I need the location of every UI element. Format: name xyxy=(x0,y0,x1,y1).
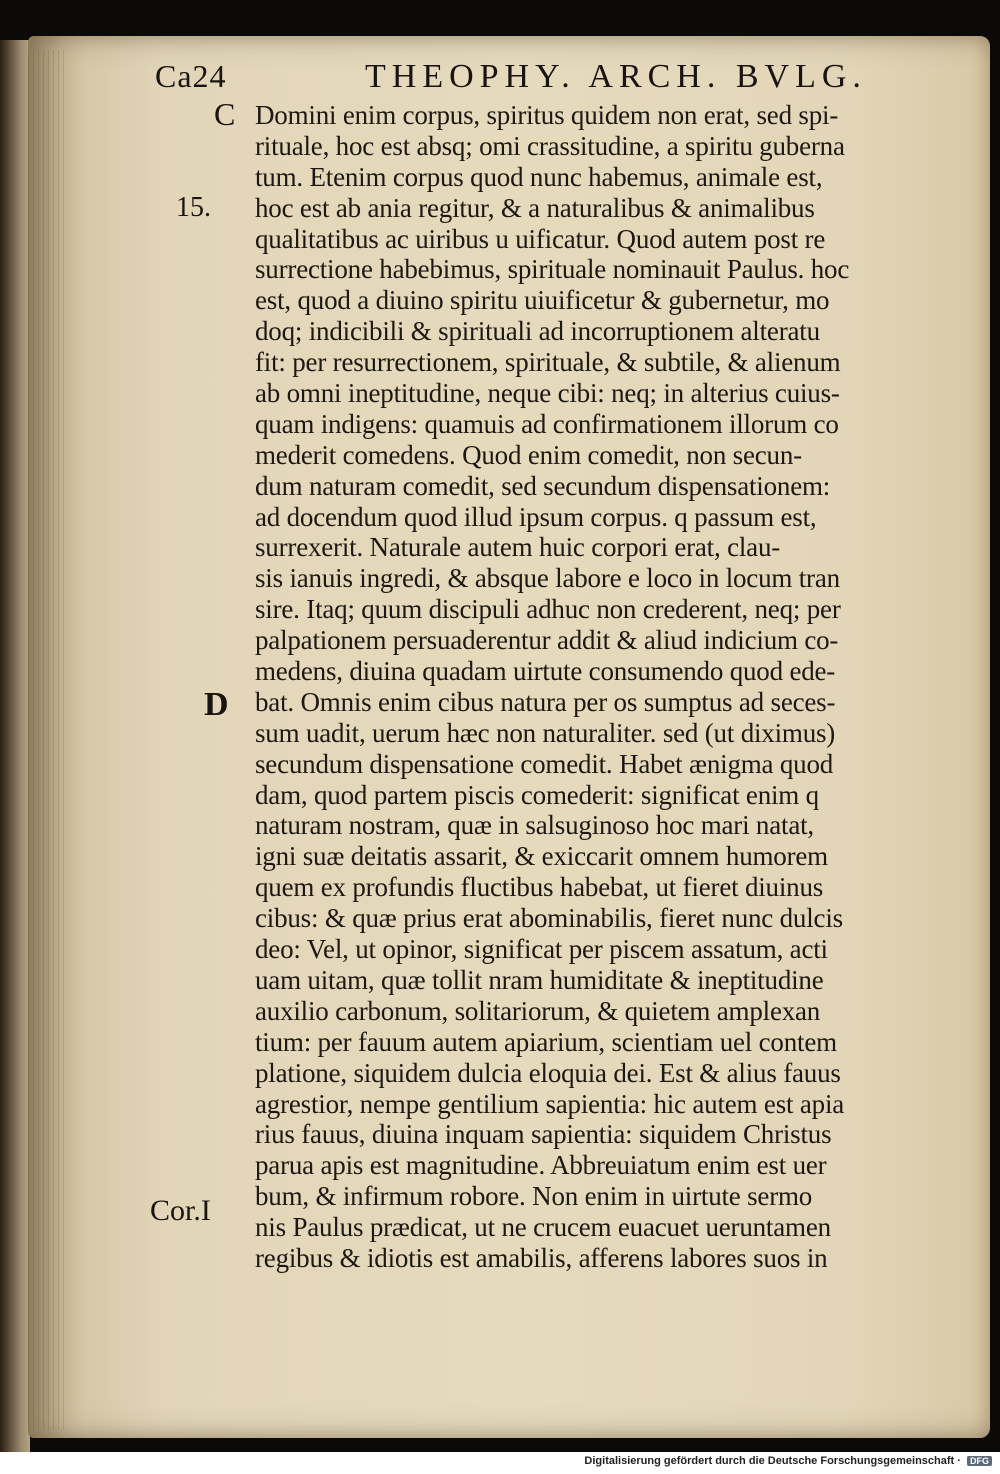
book-spine-edge xyxy=(0,40,30,1460)
margin-reference-cor: Cor.I xyxy=(150,1194,211,1227)
text-line: naturam nostram, quæ in salsuginoso hoc mari natat, xyxy=(255,810,814,841)
text-line: palpationem persuaderentur addit & aliud indicium co- xyxy=(255,625,839,656)
text-line: ad docendum quod illud ipsum corpus. q passum est, xyxy=(255,501,817,532)
text-line: quam indigens: quamuis ad confirmationem illorum co xyxy=(255,408,839,439)
text-line: qualitatibus ac uiribus u uificatur. Quod autem post re xyxy=(255,223,826,254)
text-line: rius fauus, diuina inquam sapientia: siquidem Christus xyxy=(255,1119,832,1150)
text-line: dum naturam comedit, sed secundum dispensationem: xyxy=(255,470,831,501)
text-line: bum, & infirmum robore. Non enim in uirtute sermo xyxy=(255,1181,813,1212)
text-line: quem ex profundis fluctibus habebat, ut fieret diuinus xyxy=(255,872,824,903)
running-head: THEOPHY. ARCH. BVLG. xyxy=(365,58,867,95)
text-line: platione, siquidem dulcia eloquia dei. Est & alius fauus xyxy=(255,1057,841,1088)
text-line: agrestior, nempe gentilium sapientia: hic autem est apia xyxy=(255,1088,845,1119)
text-line: est, quod a diuino spiritu uiuificetur & gubernetur, mo xyxy=(255,285,830,316)
text-line: sire. Itaq; quum discipuli adhuc non crederent, neq; per xyxy=(255,594,841,625)
text-line: ab omni ineptitudine, neque cibi: neq; in alterius cuius- xyxy=(255,378,840,409)
dfg-logo-icon: DFG xyxy=(967,1456,992,1466)
text-line: tium: per fauum autem apiarium, scientiam uel contem xyxy=(255,1026,837,1057)
text-line: dam, quod partem piscis comederit: significat enim q xyxy=(255,779,819,810)
text-line: surrectione habebimus, spirituale nominauit Paulus. hoc xyxy=(255,254,850,285)
text-line: bat. Omnis enim cibus natura per os sumptus ad seces- xyxy=(255,686,836,717)
footer-credit: Digitalisierung gefördert durch die Deutsche Forschungsgemeinschaft · DFG xyxy=(584,1455,992,1467)
text-line: sum uadit, uerum hæc non naturaliter. sed (ut diximus) xyxy=(255,717,836,748)
text-line: cibus: & quæ prius erat abominabilis, fieret nunc dulcis xyxy=(255,903,843,934)
footer-bar xyxy=(0,1452,1000,1474)
folio-number: Ca24 xyxy=(155,58,227,94)
margin-letter-d: D xyxy=(204,686,229,723)
text-line: nis Paulus prædicat, ut ne crucem euacuet ueruntamen xyxy=(255,1212,831,1243)
text-line: mederit comedens. Quod enim comedit, non secun- xyxy=(255,439,802,470)
margin-letter-c: C xyxy=(214,96,236,132)
text-line: deo: Vel, ut opinor, significat per piscem assatum, acti xyxy=(255,934,828,965)
page-header xyxy=(155,56,945,100)
text-line: surrexerit. Naturale autem huic corpori erat, clau- xyxy=(255,532,781,563)
text-line: doq; indicibili & spirituali ad incorruptionem alteratu xyxy=(255,316,820,347)
text-line: igni suæ deitatis assarit, & exiccarit omnem humorem xyxy=(255,841,828,872)
text-line: hoc est ab ania regitur, & a naturalibus & animalibus xyxy=(255,192,815,223)
text-line: tum. Etenim corpus quod nunc habemus, animale est, xyxy=(255,161,823,192)
page-gutter xyxy=(28,50,68,1430)
body-text xyxy=(255,100,955,1274)
text-line: auxilio carbonum, solitariorum, & quietem amplexan xyxy=(255,995,821,1026)
text-line: parua apis est magnitudine. Abbreuiatum enim est uer xyxy=(255,1150,827,1181)
text-line: secundum dispensatione comedit. Habet ænigma quod xyxy=(255,748,834,779)
text-line: Domini enim corpus, spiritus quidem non erat, sed spi- xyxy=(255,100,839,130)
text-line: uam uitam, quæ tollit nram humiditate & ineptitudine xyxy=(255,964,824,995)
text-line: sis ianuis ingredi, & absque labore e loco in locum tran xyxy=(255,563,840,594)
footer-credit-text: Digitalisierung gefördert durch die Deutsche Forschungsgemeinschaft xyxy=(584,1455,955,1467)
text-line: regibus & idiotis est amabilis, afferens labores suos in xyxy=(255,1242,828,1273)
margin-reference-15: 15. xyxy=(176,192,211,223)
text-line: fit: per resurrectionem, spirituale, & subtile, & alienum xyxy=(255,347,841,378)
text-line: rituale, hoc est absq; omi crassitudine, a spiritu guberna xyxy=(255,130,845,161)
text-line: medens, diuina quadam uirtute consumendo quod ede- xyxy=(255,656,836,687)
